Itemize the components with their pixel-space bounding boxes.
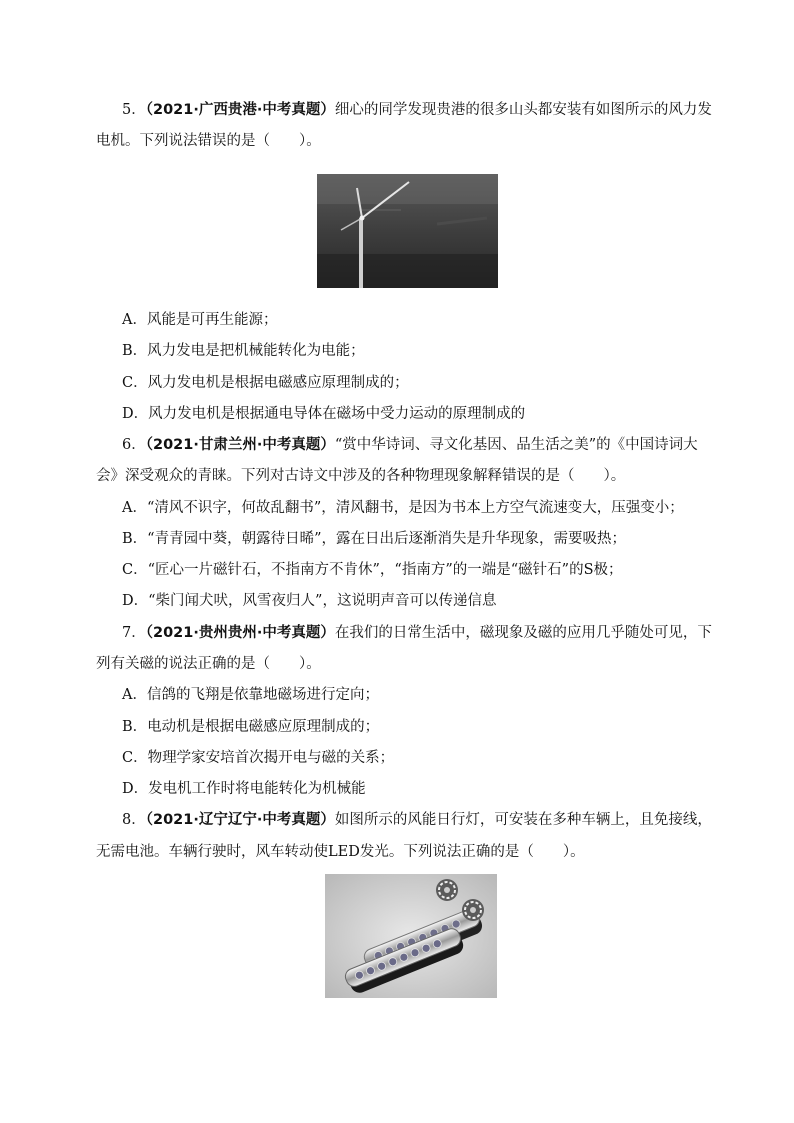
q6-option-a: A．“清风不识字，何故乱翻书”，清风翻书，是因为书本上方空气流速变大，压强变小； [122,500,684,516]
wind-running-light-photo [325,874,497,998]
question-source: （2021·辽宁辽宁·中考真题） [145,812,335,828]
question-6-line-2: 会》深受观众的青睐。下列对古诗文中涉及的各种物理现象解释错误的是（ ）。 [96,468,626,484]
question-text: 在我们的日常生活中，磁现象及磁的应用几乎随处可见，下 [334,625,712,641]
question-source: （2021·广西贵港·中考真题） [145,102,335,118]
question-7-line-1 [122,623,712,643]
q6-option-c: C．“匠心一片磁针石，不指南方不肯休”，“指南方”的一端是“磁针石”的S极； [122,562,623,578]
q7-option-a: A．信鸽的飞翔是依靠地磁场进行定向； [122,687,379,703]
q5-option-a: A．风能是可再生能源； [122,312,278,328]
q5-option-b: B．风力发电是把机械能转化为电能； [122,343,365,359]
q5-option-d: D．风力发电机是根据通电导体在磁场中受力运动的原理制成的 [122,406,526,422]
question-text: 如图所示的风能日行灯，可安装在多种车辆上，且免接线， [334,812,712,828]
question-6-line-1 [122,435,698,455]
q7-option-c: C．物理学家安培首次揭开电与磁的关系； [122,750,395,766]
question-5-line-1 [122,100,712,120]
question-number: 6． [122,437,146,453]
q5-option-c: C．风力发电机是根据电磁感应原理制成的； [122,375,409,391]
wind-turbine-photo [317,174,498,288]
question-7-line-2: 列有关磁的说法正确的是（ ）。 [96,656,321,672]
question-text: “赏中华诗词、寻文化基因、品生活之美”的《中国诗词大 [334,437,698,453]
question-5-line-2: 电机。下列说法错误的是（ ）。 [96,133,321,149]
question-source: （2021·贵州贵州·中考真题） [145,625,335,641]
q7-option-d: D．发电机工作时将电能转化为机械能 [122,781,366,797]
question-number: 8． [122,812,146,828]
question-source: （2021·甘肃兰州·中考真题） [145,437,335,453]
q6-option-b: B．“青青园中葵，朝露待日晞”，露在日出后逐渐消失是升华现象，需要吸热； [122,531,626,547]
question-8-line-2: 无需电池。车辆行驶时，风车转动使LED发光。下列说法正确的是（ ）。 [96,844,585,860]
q6-option-d: D．“柴门闻犬吠，风雪夜归人”，这说明声音可以传递信息 [122,593,497,609]
question-number: 7． [122,625,146,641]
question-number: 5． [122,102,146,118]
question-text: 细心的同学发现贵港的很多山头都安装有如图所示的风力发 [334,102,712,118]
question-8-line-1 [122,810,712,830]
q7-option-b: B．电动机是根据电磁感应原理制成的； [122,719,380,735]
